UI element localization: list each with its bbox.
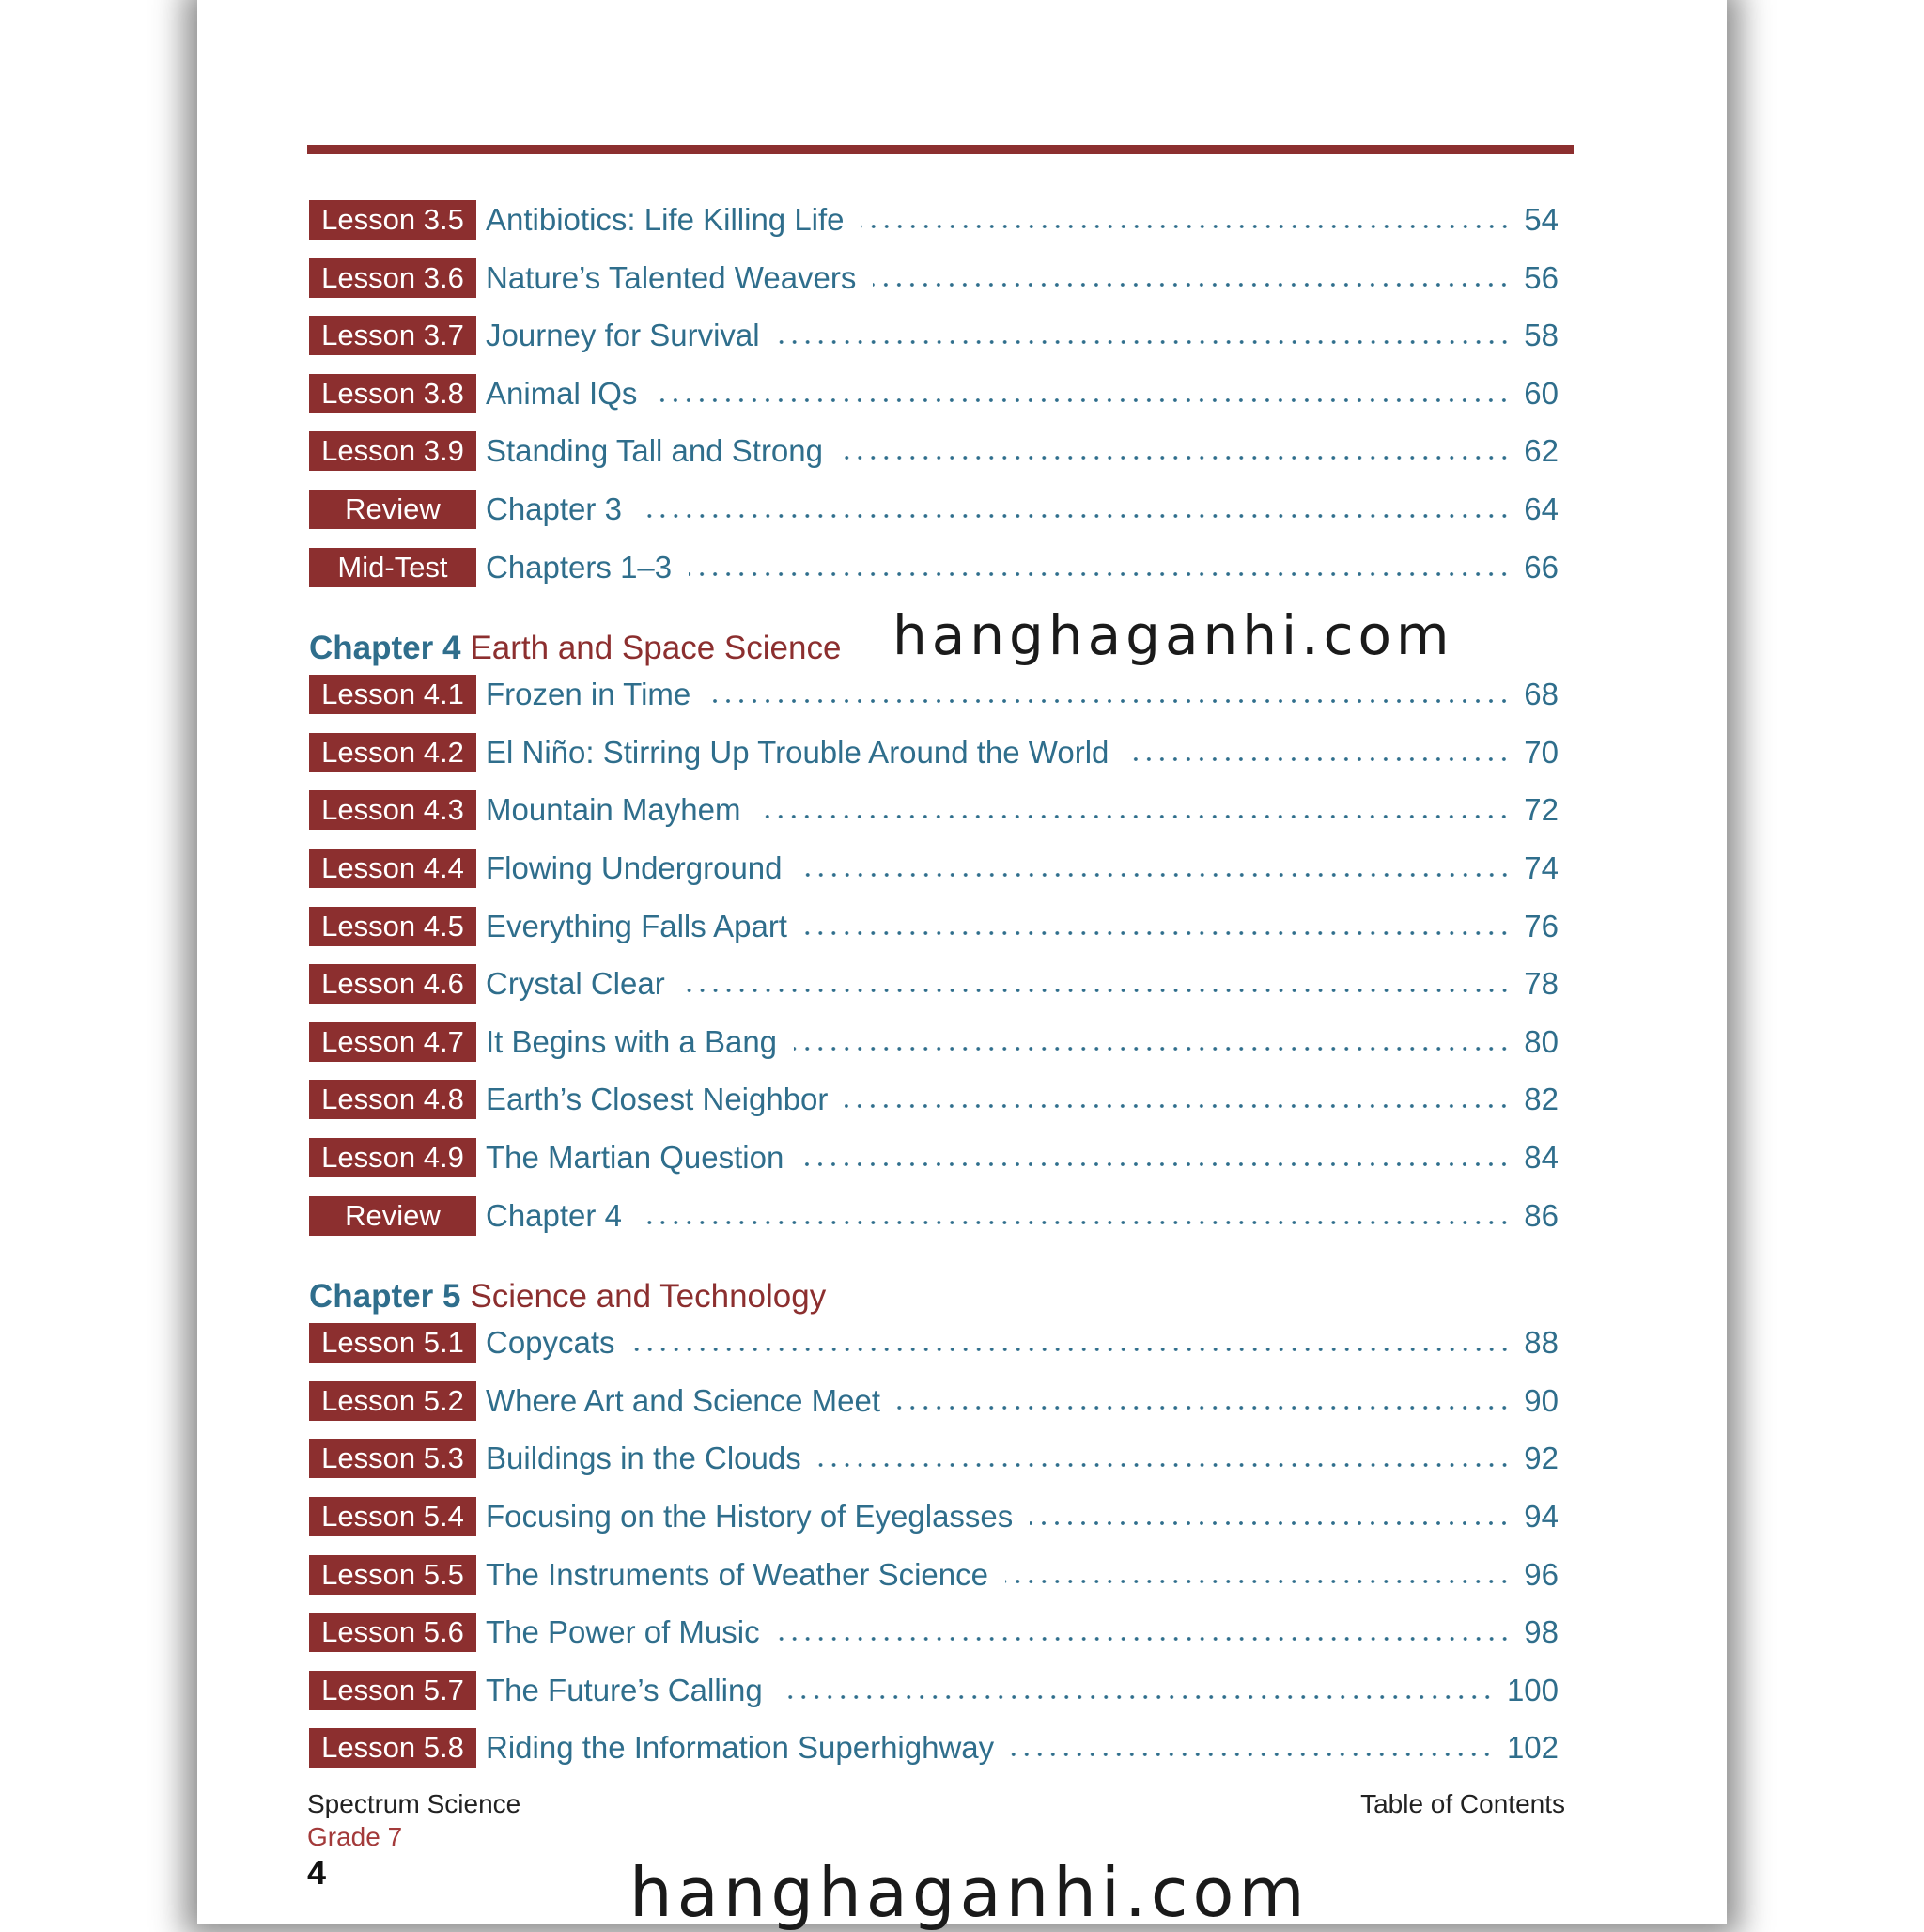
lesson-badge: Lesson 3.6: [309, 258, 476, 298]
lesson-badge: Lesson 5.8: [309, 1728, 476, 1768]
dot-leader: [777, 1634, 1512, 1644]
entry-title: Antibiotics: Life Killing Life: [486, 202, 845, 237]
footer-left: [307, 1787, 520, 1853]
dot-leader: [689, 569, 1511, 579]
dot-leader: [780, 1692, 1494, 1702]
entry-page-number: 94: [1524, 1499, 1559, 1534]
lesson-badge: Lesson 3.8: [309, 374, 476, 413]
lesson-badge: Review: [309, 490, 476, 529]
dot-leader: [757, 812, 1511, 821]
entry-title: Earth’s Closest Neighbor: [486, 1082, 829, 1117]
dot-leader: [845, 1101, 1511, 1111]
dot-leader: [1005, 1577, 1511, 1586]
entry-page-number: 54: [1524, 202, 1559, 237]
dot-leader: [818, 1460, 1512, 1470]
section-name: Table of Contents: [1360, 1789, 1565, 1818]
entry-title: Flowing Underground: [486, 850, 783, 885]
entry-title: Animal IQs: [486, 375, 638, 411]
entry-title: The Future’s Calling: [486, 1672, 763, 1707]
dot-leader: [632, 1345, 1512, 1354]
entry-page-number: 100: [1506, 1672, 1559, 1707]
entry-title: Chapters 1–3: [486, 549, 673, 584]
lesson-badge: Review: [309, 1196, 476, 1236]
toc-entry[interactable]: [309, 906, 1559, 947]
toc-entry[interactable]: [309, 963, 1559, 1005]
lesson-badge: Lesson 4.4: [309, 849, 476, 888]
dot-leader: [707, 696, 1511, 706]
table-of-contents: [309, 0, 1559, 1924]
entry-page-number: 66: [1524, 549, 1559, 584]
lesson-badge: Lesson 5.2: [309, 1381, 476, 1421]
entry-page-number: 96: [1524, 1556, 1559, 1592]
entry-title: Journey for Survival: [486, 318, 760, 353]
toc-entry[interactable]: [309, 1438, 1559, 1479]
lesson-badge: Lesson 5.1: [309, 1323, 476, 1363]
entry-page-number: 86: [1524, 1197, 1559, 1233]
lesson-badge: Lesson 4.5: [309, 907, 476, 946]
toc-entry[interactable]: [309, 789, 1559, 831]
entry-page-number: 68: [1524, 677, 1559, 712]
lesson-badge: Lesson 4.9: [309, 1138, 476, 1177]
book-title: Spectrum Science: [307, 1789, 521, 1818]
toc-entry[interactable]: [309, 1670, 1559, 1711]
entry-title: Everything Falls Apart: [486, 908, 787, 943]
toc-entry[interactable]: [309, 848, 1559, 889]
toc-entry[interactable]: [309, 732, 1559, 773]
entry-page-number: 80: [1524, 1023, 1559, 1059]
entry-page-number: 102: [1506, 1730, 1559, 1766]
dot-leader: [800, 1160, 1511, 1169]
grade-label: Grade 7: [307, 1822, 403, 1851]
entry-page-number: 84: [1524, 1140, 1559, 1175]
entry-page-number: 64: [1524, 491, 1559, 526]
toc-entry[interactable]: [309, 1496, 1559, 1537]
lesson-badge: Lesson 5.7: [309, 1671, 476, 1710]
entry-title: Focusing on the History of Eyeglasses: [486, 1499, 1014, 1534]
entry-title: It Begins with a Bang: [486, 1023, 778, 1059]
toc-entry[interactable]: [309, 1322, 1559, 1363]
entry-page-number: 72: [1524, 792, 1559, 828]
chapter-title: Earth and Space Science: [470, 630, 842, 667]
chapter-label: Chapter 4: [309, 630, 461, 667]
lesson-badge: Lesson 5.4: [309, 1497, 476, 1536]
chapter-title: Science and Technology: [470, 1278, 827, 1316]
entry-page-number: 76: [1524, 908, 1559, 943]
entry-page-number: 56: [1524, 259, 1559, 295]
chapter-label: Chapter 5: [309, 1278, 461, 1316]
toc-entry[interactable]: [309, 547, 1559, 588]
dot-leader: [1125, 755, 1511, 764]
entry-title: Where Art and Science Meet: [486, 1382, 881, 1418]
toc-entry[interactable]: [309, 257, 1559, 299]
entry-page-number: 92: [1524, 1441, 1559, 1476]
lesson-badge: Lesson 4.1: [309, 675, 476, 714]
entry-title: Nature’s Talented Weavers: [486, 259, 857, 295]
lesson-badge: Lesson 3.7: [309, 316, 476, 355]
toc-entry[interactable]: [309, 1612, 1559, 1653]
dot-leader: [799, 870, 1512, 880]
dot-leader: [654, 396, 1511, 405]
lesson-badge: Lesson 3.9: [309, 431, 476, 471]
entry-title: Standing Tall and Strong: [486, 433, 823, 469]
dot-leader: [861, 222, 1512, 231]
lesson-badge: Lesson 5.5: [309, 1555, 476, 1595]
dot-leader: [639, 511, 1511, 521]
entry-page-number: 90: [1524, 1382, 1559, 1418]
lesson-badge: Lesson 4.7: [309, 1022, 476, 1062]
toc-entry[interactable]: [309, 674, 1559, 715]
entry-title: The Power of Music: [486, 1614, 760, 1650]
toc-entry[interactable]: [309, 430, 1559, 472]
entry-title: The Instruments of Weather Science: [486, 1556, 988, 1592]
lesson-badge: Lesson 4.3: [309, 790, 476, 830]
chapter-heading: [309, 625, 841, 672]
dot-leader: [1030, 1519, 1511, 1528]
dot-leader: [777, 337, 1512, 347]
lesson-badge: Lesson 4.2: [309, 733, 476, 772]
entry-title: Copycats: [486, 1325, 615, 1361]
dot-leader: [794, 1044, 1511, 1053]
dot-leader: [840, 453, 1511, 462]
watermark-lower: hanghaganhi.com: [629, 1853, 1310, 1932]
entry-title: Frozen in Time: [486, 677, 691, 712]
page-number: 4: [307, 1853, 327, 1892]
toc-entry[interactable]: [309, 1021, 1559, 1063]
entry-page-number: 74: [1524, 850, 1559, 885]
entry-title: Buildings in the Clouds: [486, 1441, 801, 1476]
toc-entry[interactable]: [309, 315, 1559, 356]
toc-entry[interactable]: [309, 1380, 1559, 1422]
entry-title: Mountain Mayhem: [486, 792, 741, 828]
toc-entry[interactable]: [309, 489, 1559, 530]
entry-title: Riding the Information Superhighway: [486, 1730, 995, 1766]
dot-leader: [873, 280, 1511, 289]
entry-title: The Martian Question: [486, 1140, 784, 1175]
lesson-badge: Lesson 4.8: [309, 1080, 476, 1119]
toc-entry[interactable]: [309, 1195, 1559, 1237]
entry-page-number: 82: [1524, 1082, 1559, 1117]
entry-title: Chapter 3: [486, 491, 622, 526]
dot-leader: [639, 1218, 1511, 1227]
entry-page-number: 60: [1524, 375, 1559, 411]
entry-page-number: 62: [1524, 433, 1559, 469]
lesson-badge: Mid-Test: [309, 548, 476, 587]
watermark-upper: hanghaganhi.com: [892, 603, 1454, 667]
toc-entry[interactable]: [309, 1137, 1559, 1178]
dot-leader: [804, 928, 1511, 938]
entry-page-number: 78: [1524, 966, 1559, 1002]
toc-entry[interactable]: [309, 1727, 1559, 1768]
entry-title: El Niño: Stirring Up Trouble Around the World: [486, 734, 1109, 770]
chapter-heading: [309, 1273, 826, 1320]
entry-page-number: 88: [1524, 1325, 1559, 1361]
entry-page-number: 70: [1524, 734, 1559, 770]
entry-title: Chapter 4: [486, 1197, 622, 1233]
entry-title: Crystal Clear: [486, 966, 665, 1002]
toc-entry[interactable]: [309, 373, 1559, 414]
dot-leader: [897, 1403, 1511, 1412]
lesson-badge: Lesson 4.6: [309, 964, 476, 1004]
lesson-badge: Lesson 5.3: [309, 1439, 476, 1478]
dot-leader: [1011, 1750, 1494, 1759]
entry-page-number: 58: [1524, 318, 1559, 353]
toc-entry[interactable]: [309, 1554, 1559, 1596]
dot-leader: [682, 986, 1512, 995]
lesson-badge: Lesson 3.5: [309, 200, 476, 240]
toc-entry[interactable]: [309, 1079, 1559, 1120]
entry-page-number: 98: [1524, 1614, 1559, 1650]
lesson-badge: Lesson 5.6: [309, 1613, 476, 1652]
toc-entry[interactable]: [309, 199, 1559, 241]
